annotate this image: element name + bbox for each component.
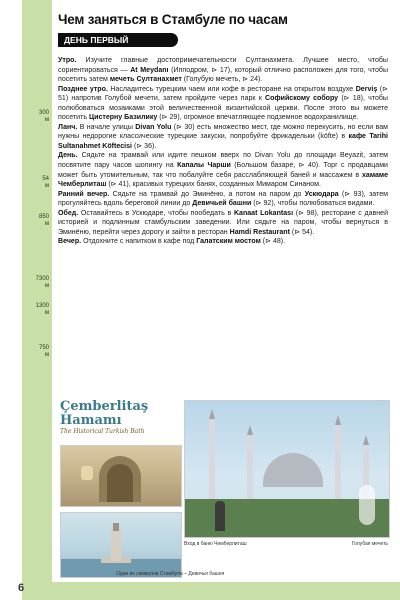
text: Сядьте на трамвай до Эминёню, а потом на паром до bbox=[109, 190, 305, 198]
caption-bottom: Один из символов Стамбула – Девичья башня bbox=[116, 571, 225, 577]
paragraph bbox=[58, 151, 388, 189]
paragraph bbox=[58, 237, 388, 247]
highlight: Софийскому собору bbox=[265, 95, 339, 103]
margin-note bbox=[39, 345, 49, 359]
day-label: ДЕНЬ ПЕРВЫЙ bbox=[58, 33, 178, 47]
arch-shape bbox=[107, 464, 133, 502]
text: (⊳ 36). bbox=[132, 142, 157, 150]
margin-note-unit: м bbox=[44, 283, 49, 289]
logo-subtitle: The Historical Turkish Bath bbox=[60, 428, 145, 435]
lead: День. bbox=[58, 152, 78, 160]
text: (⊳ 54). bbox=[289, 228, 315, 236]
itinerary bbox=[58, 56, 388, 247]
text: (Большом базаре, ⊳ 40). Торг с продавцами может быть утомительным, так что побалуйте себя расслабляющей баней и массажем в bbox=[58, 162, 388, 179]
text: В начале улицы bbox=[77, 123, 136, 131]
tower-cap bbox=[113, 523, 119, 531]
margin-note bbox=[39, 110, 49, 124]
highlight: хамаме Чемберлиташ bbox=[58, 171, 388, 189]
page-title: Чем заняться в Стамбуле по часам bbox=[58, 12, 288, 27]
lead: Позднее утро. bbox=[58, 85, 108, 93]
highlight: Derviş bbox=[355, 85, 378, 93]
text: (⊳ 92), чтобы полюбоваться видами. bbox=[251, 200, 375, 208]
text: (⊳ 48). bbox=[260, 238, 286, 246]
margin-note bbox=[36, 276, 49, 290]
margin-note-unit: м bbox=[44, 221, 49, 227]
photo-collage bbox=[58, 400, 388, 580]
margin-note-value: 7300 bbox=[35, 276, 49, 282]
text: (⊳ 41), красивых турецких банях, созданных Мимаром Синаном. bbox=[106, 181, 321, 189]
highlight: Галатским мостом bbox=[196, 238, 261, 246]
paragraph bbox=[58, 190, 388, 209]
highlight: Капалы Чарши bbox=[177, 162, 231, 170]
margin-note bbox=[42, 176, 49, 190]
margin-note-value: 300 bbox=[38, 110, 49, 116]
margin-note-value: 1300 bbox=[35, 303, 49, 309]
paragraph bbox=[58, 56, 388, 85]
bottom-band bbox=[22, 582, 400, 600]
margin-note-unit: м bbox=[44, 183, 49, 189]
margin-note bbox=[39, 214, 49, 228]
text: Насладитесь турецким чаем или кофе в ресторане на открытом воздухе bbox=[107, 85, 356, 93]
hamam-interior-photo bbox=[60, 445, 182, 507]
text: (Ипподром, ⊳ 17), который отлично расположен для того, чтобы посетить затем bbox=[58, 66, 389, 84]
lead: Вечер. bbox=[58, 238, 82, 246]
margin-note-value: 850 bbox=[38, 214, 49, 220]
text: (⊳ 51) напротив Голубой мечети, затем пройдите через парк к bbox=[58, 85, 388, 103]
page-number: 6 bbox=[18, 582, 25, 594]
text: Сядьте на трамвай или идите пешком вверх по Divan Yolu до площади Beyazit, затем посвятите пару часов шопингу на bbox=[58, 152, 388, 170]
paragraph bbox=[58, 85, 388, 123]
caption-mosque-right: Голубая мечеть bbox=[351, 541, 388, 547]
margin-note-unit: м bbox=[44, 117, 49, 123]
lead: Обед. bbox=[58, 209, 79, 217]
highlight: Kanaat Lokantası bbox=[233, 209, 294, 217]
minaret-icon bbox=[209, 419, 215, 511]
hamam-logo bbox=[60, 400, 180, 444]
logo-title-line-2: Hamamı bbox=[60, 413, 122, 428]
highlight: Девичьей башни bbox=[192, 200, 252, 208]
text: (⊳ 98), ресторане с давней историей и подлинным стамбульским заведении. Или сядьте на паром, чтобы вернуться в Эминёню, перейти через дорогу и зайти в ресторан bbox=[58, 209, 389, 236]
tower-icon bbox=[111, 529, 121, 561]
margin-column bbox=[22, 0, 52, 582]
highlight: Divan Yolu bbox=[135, 123, 172, 131]
margin-note-value: 54 bbox=[42, 176, 49, 182]
content bbox=[58, 12, 388, 247]
highlight: Hamdi Restaurant bbox=[229, 228, 290, 236]
text: Оставайтесь в Ускюдаре, чтобы пообедать в bbox=[78, 209, 234, 217]
page-edge bbox=[0, 0, 25, 600]
blue-mosque-photo bbox=[184, 400, 390, 538]
maiden-tower-photo bbox=[60, 512, 182, 578]
margin-note-unit: м bbox=[44, 310, 49, 316]
paragraph bbox=[58, 209, 388, 238]
lamp-icon bbox=[81, 466, 93, 480]
margin-note bbox=[36, 303, 49, 317]
highlight: Ускюдара bbox=[304, 190, 339, 198]
text: Отдохните с напитком в кафе под bbox=[81, 238, 197, 246]
text: (Голубую мечеть, ⊳ 24). bbox=[181, 76, 263, 84]
text: (⊳ 29), огромное впечатляющее подземное водохранилище. bbox=[157, 114, 359, 122]
fountain-icon bbox=[359, 485, 375, 525]
lead: Ланч. bbox=[58, 123, 78, 131]
margin-note-unit: м bbox=[44, 352, 49, 358]
person-icon bbox=[215, 501, 225, 531]
lead: Ранний вечер. bbox=[58, 190, 110, 198]
margin-note-value: 750 bbox=[38, 345, 49, 351]
highlight: кафе Tarihi Sultanahmet Köftecisi bbox=[58, 133, 388, 150]
highlight: мечеть Султанахмет bbox=[109, 76, 182, 84]
dome-icon bbox=[263, 453, 323, 487]
text: (⊳ 18), чтобы полюбоваться мозаиками этой величественной византийской церкви. После этого вы можете посетить bbox=[58, 95, 388, 122]
lead: Утро. bbox=[58, 57, 77, 64]
logo-title-line-1: Çemberlitaş bbox=[60, 399, 149, 414]
highlight: Цистерну Базилику bbox=[88, 114, 158, 122]
text: Изучите главные достопримечательности Султанахмета. Лучшее место, чтобы сориентироваться — bbox=[58, 57, 388, 74]
caption-mosque-left: Вход в баню Чемберлиташ bbox=[184, 541, 247, 547]
text: (⊳ 93), затем прогуляйтесь вдоль береговой линии до bbox=[58, 190, 388, 208]
highlight: At Meydanı bbox=[130, 66, 169, 74]
paragraph bbox=[58, 123, 388, 152]
text: (⊳ 30) есть множество мест, где можно перекусить, но если вам нужны недорогие классические турецкие закуски, попробуйте фрикадельки (köfte) в bbox=[58, 123, 388, 141]
